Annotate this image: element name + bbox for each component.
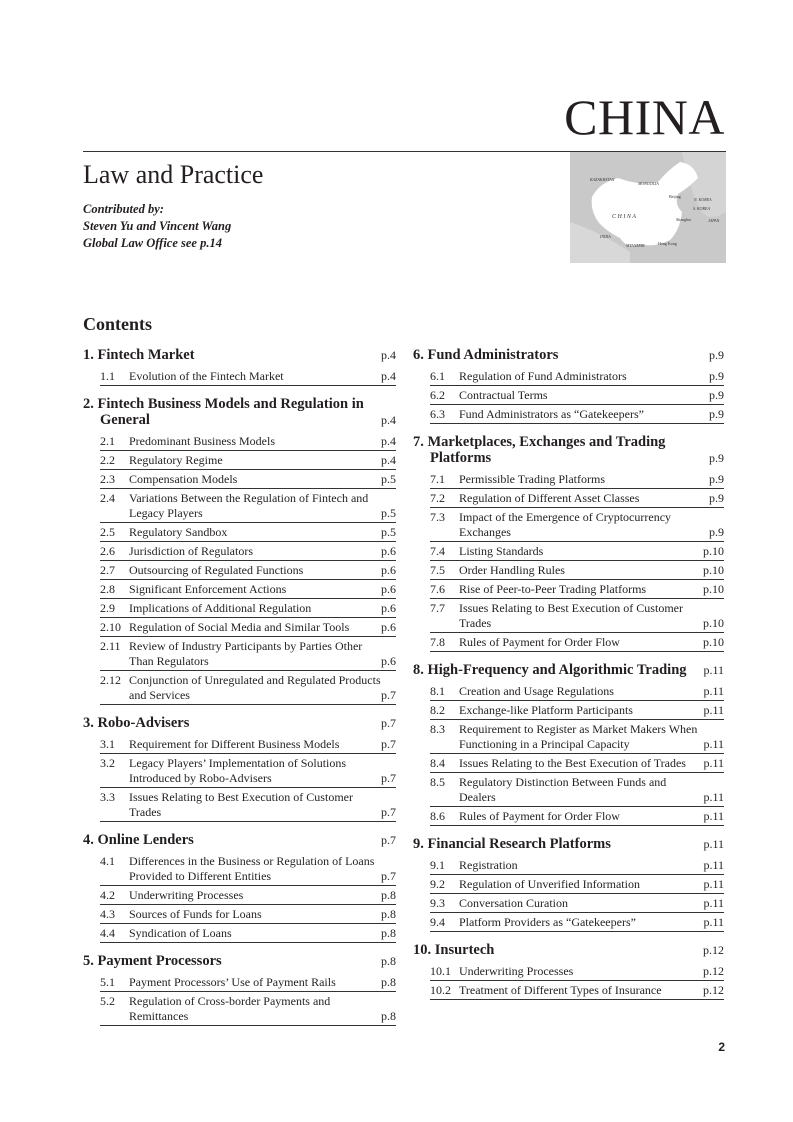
entry-title: Regulatory Sandbox [129,525,228,539]
contents-entry-link[interactable] [430,856,724,875]
entry-title: Exchange-like Platform Participants [459,703,633,717]
contents-entry-link[interactable] [430,682,724,701]
contributed-label: Contributed by: [83,202,164,216]
section-heading-link[interactable] [83,952,396,973]
entry-number: 6.2 [430,388,445,402]
contents-entry-link[interactable] [430,386,724,405]
map-label: C H I N A [612,214,636,220]
contents-entry-link[interactable] [430,773,724,807]
entry-title: Regulation of Unverified Information [459,877,640,891]
entry-number: 5.2 [100,994,115,1008]
contents-entry-link[interactable] [100,973,396,992]
entry-page: p.9 [709,525,724,539]
section-page: p.4 [381,348,396,362]
entry-number: 7.2 [430,491,445,505]
entry-page: p.10 [703,616,724,630]
map-label: JAPAN [708,218,720,223]
contents-entry-link[interactable] [100,924,396,943]
entry-number: 2.6 [100,544,115,558]
entry-page: p.10 [703,544,724,558]
page-title: Law and Practice [83,160,264,189]
entry-number: 7.6 [430,582,445,596]
contents-entry-link[interactable] [100,470,396,489]
entry-title: Variations Between the Regulation of Fintech and Legacy Players [129,491,369,520]
entry-page: p.11 [703,809,724,823]
entry-page: p.8 [381,1009,396,1023]
entry-page: p.6 [381,582,396,596]
entry-page: p.4 [381,369,396,383]
entry-title: Rise of Peer-to-Peer Trading Platforms [459,582,647,596]
contents-section [413,433,724,652]
entry-title: Platform Providers as “Gatekeepers” [459,915,636,929]
entry-page: p.6 [381,620,396,634]
entry-number: 8.4 [430,756,445,770]
section-title: 4. Online Lenders [83,832,194,848]
entry-page: p.9 [709,369,724,383]
entry-number: 7.7 [430,601,445,615]
entry-page: p.9 [709,407,724,421]
entry-page: p.10 [703,582,724,596]
contents-entry-link[interactable] [100,618,396,637]
contents-entry-link[interactable] [430,633,724,652]
section-heading-link[interactable] [83,395,396,432]
contents-entry-link[interactable] [430,405,724,424]
page-number: 2 [718,1040,725,1054]
contents-entry-link[interactable] [430,754,724,773]
contents-entry-link[interactable] [430,913,724,932]
entry-number: 1.1 [100,369,115,383]
entry-title: Requirement to Register as Market Makers When Functioning in a Principal Capacity [459,722,698,751]
section-heading-link[interactable] [413,661,724,682]
entry-number: 7.3 [430,510,445,524]
entry-title: Syndication of Loans [129,926,232,940]
contents-entry-link[interactable] [430,701,724,720]
entry-number: 3.3 [100,790,115,804]
section-page: p.4 [381,413,396,427]
entry-page: p.7 [381,805,396,819]
section-heading-link[interactable] [83,831,396,852]
contents-entry-link[interactable] [430,580,724,599]
entry-title: Regulation of Different Asset Classes [459,491,640,505]
contents-entry-link[interactable] [100,580,396,599]
section-heading-link[interactable] [83,714,396,735]
entry-title: Jurisdiction of Regulators [129,544,253,558]
entry-title: Outsourcing of Regulated Functions [129,563,304,577]
entry-page: p.11 [703,703,724,717]
section-title: 9. Financial Research Platforms [413,836,611,852]
contents-entry-link[interactable] [430,875,724,894]
entry-number: 8.5 [430,775,445,789]
entry-page: p.12 [703,964,724,978]
entry-number: 3.2 [100,756,115,770]
contents-entry-link[interactable] [100,671,396,705]
entry-title: Treatment of Different Types of Insurance [459,983,662,997]
section-title: 3. Robo-Advisers [83,715,190,731]
entry-page: p.7 [381,737,396,751]
section-title: 10. Insurtech [413,942,495,958]
entry-number: 9.1 [430,858,445,872]
contents-section [413,346,724,424]
contents-entry-link[interactable] [100,852,396,886]
map-label: MYANMAR [626,243,645,248]
section-page: p.7 [381,716,396,730]
entry-title: Rules of Payment for Order Flow [459,635,620,649]
entry-title: Fund Administrators as “Gatekeepers” [459,407,644,421]
contents-section [83,831,396,943]
entry-number: 4.4 [100,926,115,940]
section-page: p.12 [703,943,724,957]
contents-entry-link[interactable] [100,542,396,561]
entry-title: Implications of Additional Regulation [129,601,312,615]
entry-number: 2.5 [100,525,115,539]
section-title: 6. Fund Administrators [413,347,559,363]
entry-title: Regulatory Distinction Between Funds and Dealers [459,775,667,804]
entry-page: p.11 [703,858,724,872]
contents-entry-link[interactable] [100,754,396,788]
entry-page: p.4 [381,453,396,467]
contents-entry-link[interactable] [430,720,724,754]
entry-page: p.8 [381,926,396,940]
contents-entry-link[interactable] [100,561,396,580]
contents-section [413,835,724,932]
entry-page: p.4 [381,434,396,448]
entry-page: p.11 [703,915,724,929]
entry-title: Regulation of Fund Administrators [459,369,627,383]
section-heading-link[interactable] [413,941,724,962]
contents-column-left [83,346,396,1035]
entry-title: Creation and Usage Regulations [459,684,614,698]
entry-number: 8.1 [430,684,445,698]
contents-section [83,395,396,705]
entry-number: 2.12 [100,673,121,687]
section-page: p.11 [703,837,724,851]
entry-page: p.6 [381,654,396,668]
contents-entry-link[interactable] [430,599,724,633]
contents-entry-link[interactable] [100,735,396,754]
entry-number: 2.3 [100,472,115,486]
contents-section [413,661,724,826]
contents-entry-link[interactable] [100,886,396,905]
entry-number: 4.3 [100,907,115,921]
entry-title: Issues Relating to Best Execution of Customer Trades [459,601,683,630]
section-page: p.9 [709,348,724,362]
entry-title: Evolution of the Fintech Market [129,369,284,383]
entry-title: Predominant Business Models [129,434,275,448]
contents-entry-link[interactable] [100,367,396,386]
contents-entry-link[interactable] [100,489,396,523]
entry-page: p.11 [703,790,724,804]
entry-page: p.8 [381,888,396,902]
entry-page: p.5 [381,506,396,520]
entry-number: 4.2 [100,888,115,902]
entry-title: Issues Relating to the Best Execution of Trades [459,756,686,770]
entry-title: Order Handling Rules [459,563,565,577]
entry-number: 7.4 [430,544,445,558]
entry-page: p.9 [709,472,724,486]
map-label: Shanghai [676,217,691,222]
entry-number: 2.10 [100,620,121,634]
contents-entry-link[interactable] [430,807,724,826]
entry-number: 2.2 [100,453,115,467]
entry-page: p.6 [381,544,396,558]
entry-page: p.8 [381,907,396,921]
map-label: Hong Kong [658,241,677,246]
entry-number: 4.1 [100,854,115,868]
contents-entry-link[interactable] [430,981,724,1000]
entry-number: 8.2 [430,703,445,717]
contents-entry-link[interactable] [100,451,396,470]
entry-page: p.5 [381,525,396,539]
entry-title: Sources of Funds for Loans [129,907,262,921]
contents-entry-link[interactable] [430,470,724,489]
entry-page: p.11 [703,877,724,891]
firm-link[interactable]: Global Law Office see p.14 [83,236,222,250]
contents-entry-link[interactable] [100,432,396,451]
entry-title: Registration [459,858,518,872]
entry-title: Underwriting Processes [459,964,574,978]
section-page: p.11 [703,663,724,677]
entry-page: p.11 [703,896,724,910]
contents-section [83,346,396,386]
entry-title: Impact of the Emergence of Cryptocurrency Exchanges [459,510,672,539]
entry-number: 7.1 [430,472,445,486]
entry-title: Requirement for Different Business Models [129,737,340,751]
contents-entry-link[interactable] [100,637,396,671]
entry-number: 9.4 [430,915,445,929]
entry-number: 9.3 [430,896,445,910]
contents-entry-link[interactable] [430,489,724,508]
contents-entry-link[interactable] [430,962,724,981]
entry-title: Review of Industry Participants by Parties Other Than Regulators [129,639,363,668]
map-label: INDIA [600,234,611,239]
section-title: 7. Marketplaces, Exchanges and Trading Platforms [413,434,666,466]
china-map [570,152,726,263]
entry-number: 7.8 [430,635,445,649]
contents-entry-link[interactable] [100,788,396,822]
map-label: N. KOREA [694,197,712,202]
contents-entry-link[interactable] [100,905,396,924]
entry-number: 6.3 [430,407,445,421]
entry-title: Conjunction of Unregulated and Regulated Products and Services [129,673,381,702]
section-page: p.7 [381,833,396,847]
entry-title: Payment Processors’ Use of Payment Rails [129,975,336,989]
entry-number: 9.2 [430,877,445,891]
contents-section [83,952,396,1026]
entry-page: p.10 [703,563,724,577]
entry-page: p.12 [703,983,724,997]
contents-section [83,714,396,822]
entry-page: p.9 [709,388,724,402]
entry-title: Listing Standards [459,544,544,558]
contents-entry-link[interactable] [430,508,724,542]
entry-number: 2.9 [100,601,115,615]
section-title: 8. High-Frequency and Algorithmic Trading [413,662,687,678]
section-title: 5. Payment Processors [83,953,222,969]
contents-entry-link[interactable] [430,367,724,386]
section-heading-link[interactable] [413,346,724,367]
entry-title: Issues Relating to Best Execution of Customer Trades [129,790,353,819]
entry-title: Regulation of Social Media and Similar Tools [129,620,350,634]
contents-entry-link[interactable] [430,894,724,913]
entry-number: 7.5 [430,563,445,577]
entry-page: p.9 [709,491,724,505]
contents-entry-link[interactable] [100,992,396,1026]
entry-number: 6.1 [430,369,445,383]
entry-number: 10.1 [430,964,451,978]
entry-number: 2.4 [100,491,115,505]
entry-title: Regulation of Cross-border Payments and Remittances [129,994,331,1023]
country-title: CHINA [564,89,725,145]
entry-number: 2.11 [100,639,121,653]
entry-title: Underwriting Processes [129,888,244,902]
entry-page: p.11 [703,684,724,698]
contributors [83,201,231,252]
contents-section [413,941,724,1000]
entry-title: Conversation Curation [459,896,568,910]
entry-page: p.10 [703,635,724,649]
entry-title: Significant Enforcement Actions [129,582,287,596]
entry-page: p.11 [703,756,724,770]
section-page: p.8 [381,954,396,968]
contents-entry-link[interactable] [430,561,724,580]
entry-title: Regulatory Regime [129,453,223,467]
contents-heading: Contents [83,314,153,334]
section-heading-link[interactable] [83,346,396,367]
entry-page: p.7 [381,688,396,702]
entry-title: Differences in the Business or Regulation of Loans Provided to Different Entities [129,854,375,883]
entry-page: p.7 [381,869,396,883]
map-label: KAZAKHSTAN [590,177,615,182]
entry-page: p.5 [381,472,396,486]
contents-column-right [413,346,724,1009]
entry-number: 2.8 [100,582,115,596]
entry-number: 3.1 [100,737,115,751]
section-title: 1. Fintech Market [83,347,195,363]
entry-title: Contractual Terms [459,388,548,402]
entry-page: p.6 [381,601,396,615]
entry-number: 10.2 [430,983,451,997]
map-label: S. KOREA [693,206,710,211]
entry-title: Compensation Models [129,472,238,486]
entry-page: p.6 [381,563,396,577]
authors: Steven Yu and Vincent Wang [83,219,232,233]
section-heading-link[interactable] [413,835,724,856]
entry-title: Legacy Players’ Implementation of Solutions Introduced by Robo-Advisers [129,756,347,785]
contents-entry-link[interactable] [100,599,396,618]
entry-number: 5.1 [100,975,115,989]
entry-page: p.8 [381,975,396,989]
entry-number: 8.6 [430,809,445,823]
entry-page: p.7 [381,771,396,785]
map-label: Beijing [669,194,681,199]
section-title: 2. Fintech Business Models and Regulation in General [83,396,364,428]
section-page: p.9 [709,451,724,465]
entry-title: Permissible Trading Platforms [459,472,606,486]
entry-title: Rules of Payment for Order Flow [459,809,620,823]
entry-number: 2.1 [100,434,115,448]
contents-entry-link[interactable] [430,542,724,561]
section-heading-link[interactable] [413,433,724,470]
map-label: MONGOLIA [638,181,659,186]
entry-number: 2.7 [100,563,115,577]
entry-number: 8.3 [430,722,445,736]
contents-entry-link[interactable] [100,523,396,542]
entry-page: p.11 [703,737,724,751]
